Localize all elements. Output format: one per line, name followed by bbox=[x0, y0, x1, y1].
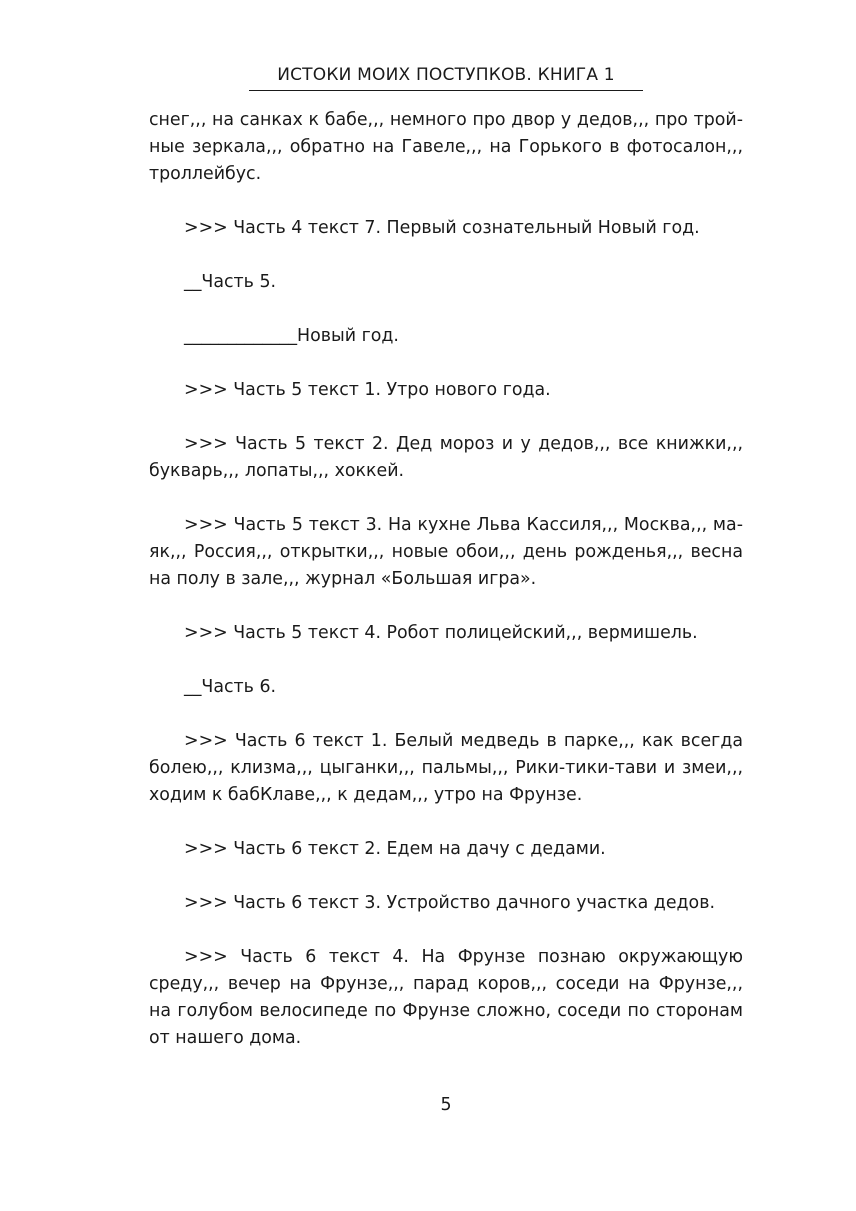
paragraph: >>> Часть 5 текст 3. На кухне Льва Кассиля,,, Москва,,, маяк,,, Россия,,, открытки,,, новые обои,,, день рожденья,,, весна на полу в зале,,, журнал «Большая игра». bbox=[149, 515, 743, 589]
paragraph: >>> Часть 6 текст 3. Устройство дачного участка дедов. bbox=[184, 893, 715, 913]
section-heading: __Часть 6. bbox=[184, 677, 277, 697]
paragraph: снег,,, на санках к бабе,,, немного про двор у дедов,,, про тройные зеркала,,, обратно на Гавеле,,, на Горького в фотосалон,,, троллейбус. bbox=[149, 110, 743, 184]
paragraph: >>> Часть 6 текст 1. Белый медведь в парке,,, как всегда болею,,, клизма,,, цыганки,,, пальмы,,, Рики-тики-тави и змеи,,, ходим к бабКлаве,,, к дедам,,, утро на Фрунзе. bbox=[149, 731, 743, 805]
paragraph: >>> Часть 6 текст 4. На Фрунзе познаю окружающую среду,,, вечер на Фрунзе,,, парад коров,,, соседи на Фрунзе,,, на голубом велосипеде по Фрунзе сложно, соседи по сторонам от нашего дома. bbox=[149, 947, 743, 1048]
section-subtitle: _____________Новый год. bbox=[184, 326, 399, 346]
body-text bbox=[149, 107, 743, 1052]
paragraph: >>> Часть 5 текст 4. Робот полицейский,,, вермишель. bbox=[184, 623, 698, 643]
paragraph: >>> Часть 5 текст 1. Утро нового года. bbox=[184, 380, 551, 400]
paragraph: >>> Часть 5 текст 2. Дед мороз и у дедов,,, все книжки,,, букварь,,, лопаты,,, хоккей. bbox=[149, 434, 743, 481]
paragraph: >>> Часть 6 текст 2. Едем на дачу с дедами. bbox=[184, 839, 606, 859]
page-number: 5 bbox=[440, 1095, 452, 1115]
paragraph: >>> Часть 4 текст 7. Первый сознательный Новый год. bbox=[184, 218, 700, 238]
section-heading: __Часть 5. bbox=[184, 272, 277, 292]
running-header: ИСТОКИ МОИХ ПОСТУПКОВ. КНИГА 1 bbox=[249, 62, 643, 91]
